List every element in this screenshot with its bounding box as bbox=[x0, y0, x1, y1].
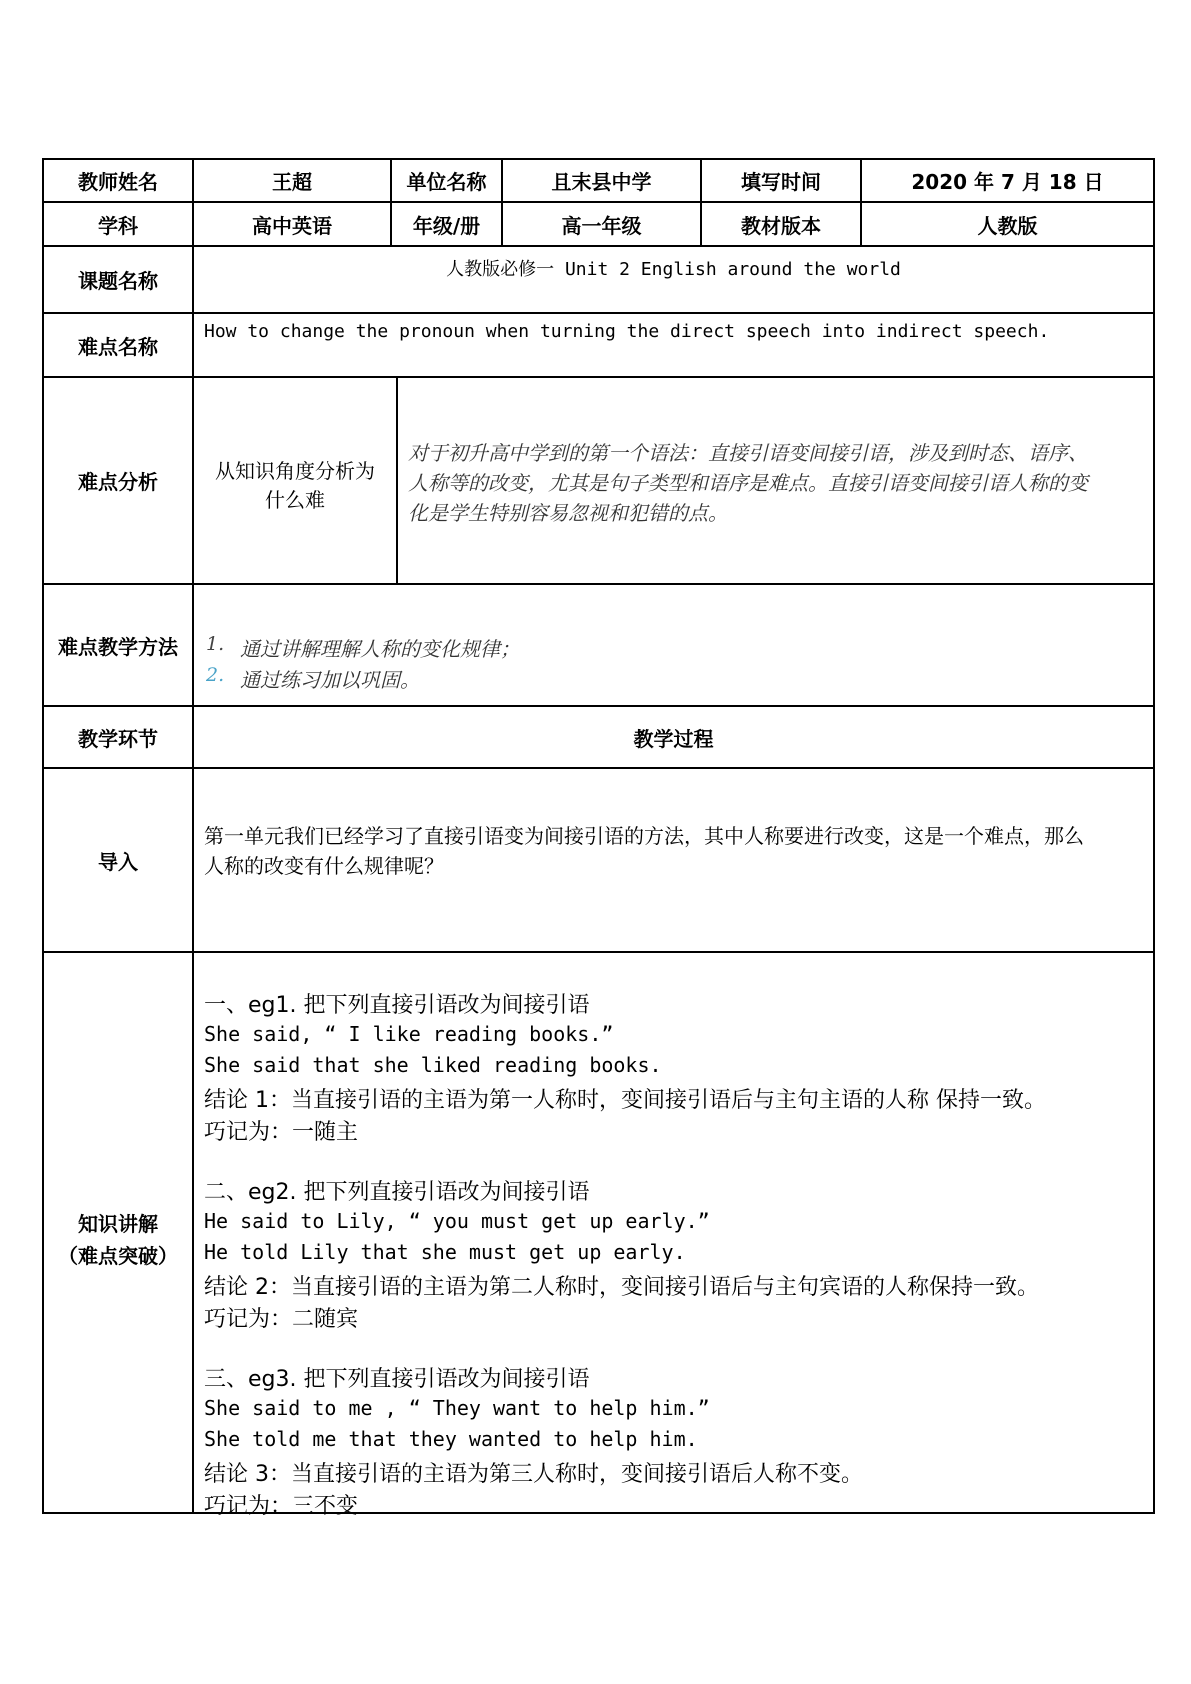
subject-value: 高中英语 bbox=[252, 213, 332, 238]
grade-value: 高一年级 bbox=[561, 213, 642, 238]
edition-label: 教材版本 bbox=[741, 213, 821, 238]
col-border bbox=[396, 376, 398, 585]
grade-label: 年级/册 bbox=[412, 213, 481, 238]
mnemonic: 巧记为：一随主 bbox=[204, 1120, 359, 1145]
analysis-sublabel-1: 从知识角度分析为 bbox=[215, 459, 375, 483]
method-label: 难点教学方法 bbox=[58, 634, 178, 659]
process-title: 教学过程 bbox=[633, 726, 714, 751]
method-item-text: 通过练习加以巩固。 bbox=[240, 668, 420, 692]
teacher-value: 王超 bbox=[272, 170, 312, 194]
indirect-speech: She said that she liked reading books. bbox=[204, 1053, 662, 1077]
indirect-speech: She told me that they wanted to help him. bbox=[204, 1427, 698, 1451]
analysis-text-line: 对于初升高中学到的第一个语法：直接引语变间接引语，涉及到时态、语序、 bbox=[408, 441, 1088, 465]
row-border bbox=[42, 767, 1155, 769]
date-value: 2020 年 7 月 18 日 bbox=[911, 170, 1104, 194]
intro-text-line: 人称的改变有什么规律呢？ bbox=[204, 854, 444, 878]
mnemonic: 巧记为：二随宾 bbox=[204, 1307, 359, 1332]
indirect-speech: He told Lily that she must get up early. bbox=[204, 1240, 686, 1264]
conclusion: 结论 2：当直接引语的主语为第二人称时，变间接引语后与主句宾语的人称保持一致。 bbox=[204, 1275, 1039, 1300]
analysis-text-line: 化是学生特别容易忽视和犯错的点。 bbox=[408, 501, 728, 525]
analysis-label: 难点分析 bbox=[78, 470, 158, 494]
unit-value: 且末县中学 bbox=[551, 170, 652, 194]
knowledge-sublabel: （难点突破） bbox=[58, 1244, 178, 1268]
analysis-text-line: 人称等的改变，尤其是句子类型和语序是难点。直接引语变间接引语人称的变 bbox=[408, 471, 1088, 495]
intro-label: 导入 bbox=[98, 849, 138, 874]
difficulty-value: How to change the pronoun when turning the direct speech into indirect speech. bbox=[204, 321, 1050, 342]
mnemonic: 巧记为：三不变 bbox=[204, 1494, 359, 1519]
col-border bbox=[192, 158, 194, 1514]
intro-text-line: 第一单元我们已经学习了直接引语变为间接引语的方法，其中人称要进行改变，这是一个难点，那么 bbox=[204, 824, 1084, 848]
conclusion: 结论 1：当直接引语的主语为第一人称时，变间接引语后与主句主语的人称 保持一致。 bbox=[204, 1088, 1046, 1113]
row-border bbox=[42, 951, 1155, 953]
section-title: 一、eg1. 把下列直接引语改为间接引语 bbox=[204, 993, 590, 1018]
unit-label: 单位名称 bbox=[406, 170, 487, 194]
section-title: 三、eg3. 把下列直接引语改为间接引语 bbox=[204, 1367, 590, 1392]
row-border bbox=[42, 583, 1155, 585]
subject-label: 学科 bbox=[98, 213, 138, 238]
direct-speech: She said to me , “ They want to help him.” bbox=[204, 1396, 710, 1420]
process-stage-label: 教学环节 bbox=[78, 726, 158, 751]
direct-speech: She said, “ I like reading books.” bbox=[204, 1022, 614, 1046]
method-item-number: 2. bbox=[206, 664, 225, 686]
edition-value: 人教版 bbox=[977, 213, 1038, 238]
col-border bbox=[1153, 158, 1155, 1514]
section-title: 二、eg2. 把下列直接引语改为间接引语 bbox=[204, 1180, 590, 1205]
analysis-sublabel-2: 什么难 bbox=[265, 488, 325, 512]
row-border bbox=[42, 245, 1155, 247]
topic-label: 课题名称 bbox=[78, 269, 158, 293]
row-border bbox=[42, 376, 1155, 378]
difficulty-label: 难点名称 bbox=[78, 334, 158, 359]
direct-speech: He said to Lily, “ you must get up early.” bbox=[204, 1209, 710, 1233]
conclusion: 结论 3：当直接引语的主语为第三人称时，变间接引语后人称不变。 bbox=[204, 1462, 863, 1487]
method-item-text: 通过讲解理解人称的变化规律； bbox=[240, 637, 520, 661]
topic-value: 人教版必修一 Unit 2 English around the world bbox=[446, 259, 901, 280]
date-label: 填写时间 bbox=[741, 170, 821, 194]
row-border bbox=[42, 312, 1155, 314]
teacher-label: 教师姓名 bbox=[78, 170, 158, 194]
knowledge-label: 知识讲解 bbox=[78, 1212, 158, 1236]
method-item-number: 1. bbox=[206, 633, 225, 655]
